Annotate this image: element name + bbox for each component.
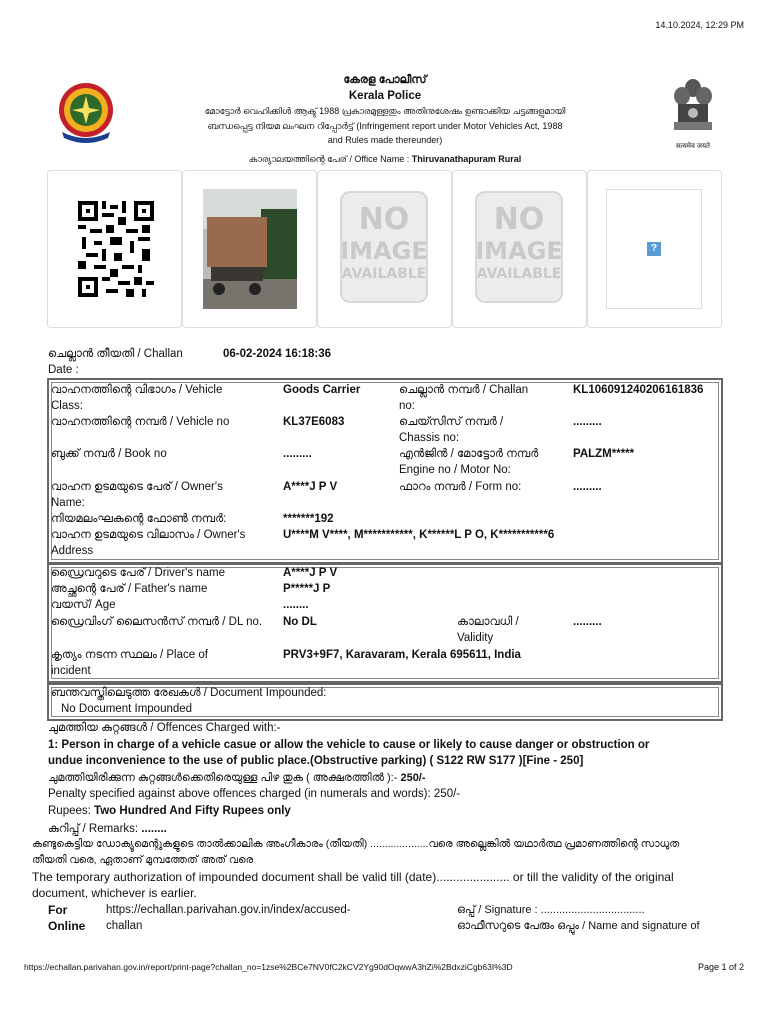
challan-date-label-2: Date : [48,364,79,376]
broken-image-box [587,170,722,328]
auth-en-line2: document, whichever is earlier. [32,886,197,900]
owner-value: A****J P V [283,481,338,493]
vehicle-photo-box [182,170,317,328]
impounded-label: ബന്തവസ്തിലെടുത്ത രേഖകൾ / Document Impounded: [51,687,327,699]
remarks-line [48,821,167,837]
title-malayalam: കേരള പോലീസ് [343,74,427,86]
chassis-label-2: Chassis no: [399,432,460,444]
auth-ml-line1: കണ്ടുകെട്ടിയ ഡോക്യുമെന്റുകളുടെ താൽക്കാലിക അംഗീകാരം (തീയതി) ....................വരെ അല്ലെങ്കിൽ യഥാർത്ഥ പ്രമാണത്തിന്റെ സാധുത [32,838,680,850]
broken-image-icon: ? [647,242,661,256]
emblem-motto: सत्यमेव जयते [675,143,711,150]
office-label: കാര്യാലയത്തിന്റെ പേര് / Office Name : [248,154,410,164]
penalty-malayalam [48,770,426,786]
office-name [150,154,620,165]
echallan-link-line1[interactable]: https://echallan.parivahan.gov.in/index/accused- [106,904,351,916]
echallan-link-line2[interactable]: challan [106,920,143,932]
office-value: Thiruvanathapuram Rural [411,154,522,164]
remarks-label: കുറിപ്പ് / Remarks: [48,823,139,835]
impounded-value: No Document Impounded [61,703,193,715]
qr-code-box [47,170,182,328]
title-english: Kerala Police [348,90,422,102]
auth-en-line1: The temporary authorization of impounded document shall be valid till (date)...................... or till the validity of the original [32,870,674,884]
book-no-label: ബുക്ക് നമ്പർ / Book no [51,448,167,460]
address-label-1: വാഹന ഉടമയുടെ വിലാസം / Owner's [51,529,246,541]
rupees-line [48,803,291,819]
age-label: വയസ്/ Age [51,599,116,611]
owner-label-2: Name: [51,497,85,509]
header-line1: മോട്ടോർ വെഹിക്കിൾ ആക്ട് 1988 പ്രകാരമുള്ളതും അതിനുശേഷം ഉണ്ടാക്കിയ ചട്ടങ്ങളുമായി [204,106,566,116]
vehicle-class-value: Goods Carrier [283,384,361,396]
offences-label: ചുമത്തിയ കുറ്റങ്ങൾ / Offences Charged with:- [48,722,281,734]
address-label-2: Address [51,545,94,557]
engine-label-1: എൻജിൻ / മോട്ടോർ നമ്പർ [399,448,539,460]
broken-image-frame [606,189,702,309]
auth-ml-line2: തീയതി വരെ, ഏതാണ് മുമ്പത്തേത് അത് വരെ [32,854,254,866]
challan-no-label-2: no: [399,400,415,412]
validity-label-2: Validity [457,632,494,644]
rupees-label: Rupees: [48,805,91,817]
remarks-value: ........ [141,823,167,835]
father-name-label: അച്ഛന്റെ പേര് / Father's name [51,583,208,595]
vehicle-no-value: KL37E6083 [283,416,345,428]
page-number: Page 1 of 2 [697,962,744,972]
qr-code-icon [78,201,154,297]
dl-no-label: ഡ്രൈവിംഗ് ലൈസൻസ് നമ്പർ / DL no. [51,616,263,628]
kerala-police-logo [52,80,120,148]
owner-label-1: വാഹന ഉടമയുടെ പേര് / Owner's [51,481,223,493]
challan-no-label-1: ചെല്ലാൻ നമ്പർ / Challan [399,384,529,396]
driver-name-value: A****J P V [283,567,338,579]
age-value: ........ [283,599,309,611]
no-image-box-1 [317,170,452,328]
engine-label-2: Engine no / Motor No: [399,464,511,476]
offence-line1: 1: Person in charge of a vehicle casue or allow the vehicle to cause or likely to cause danger or obstruction or [48,739,650,751]
place-label-2: incident [51,665,91,677]
rupees-value: Two Hundred And Fifty Rupees only [94,805,291,817]
vehicle-photo [203,189,297,309]
form-no-label: ഫാറം നമ്പർ / Form no: [399,481,522,493]
phone-value: *******192 [283,513,334,525]
print-timestamp: 14.10.2024, 12:29 PM [655,20,744,30]
vehicle-no-label: വാഹനത്തിന്റെ നമ്പർ / Vehicle no [51,416,230,428]
phone-label: നിയമലംഘകന്റെ ഫോൺ നമ്പർ: [51,513,227,525]
vehicle-class-label-1: വാഹനത്തിന്റെ വിഭാഗം / Vehicle [51,384,223,396]
no-image-placeholder: NO IMAGE AVAILABLE [475,191,563,303]
place-value: PRV3+9F7, Karavaram, Kerala 695611, India [283,649,521,661]
book-no-value: ......... [283,448,312,460]
chassis-value: ......... [573,416,602,428]
father-name-value: P*****J P [283,583,331,595]
place-label-1: കൃത്യം നടന്ന സ്ഥലം / Place of [51,649,208,661]
online-label: Online [48,919,86,933]
challan-no-value: KL106091240206161836 [573,384,704,396]
no-image-box-2 [452,170,587,328]
header-line3: and Rules made thereunder) [327,135,443,145]
no-image-placeholder: NO IMAGE AVAILABLE [340,191,428,303]
form-no-value: ......... [573,481,602,493]
engine-value: PALZM***** [573,448,635,460]
dl-no-value: No DL [283,616,317,628]
penalty-ml-label: ചുമത്തിയിരിക്കുന്ന കുറ്റങ്ങൾക്കെതിരെയുള്ള പിഴ തുക ( അക്ഷരത്തിൽ ):- [48,772,398,784]
officer-name-signature-label: ഓഫീസറുടെ പേരും ഒപ്പും / Name and signature of [457,920,700,932]
address-value: U****M V****, M***********, K******L P O, K***********6 [283,529,555,541]
header-line2: ബന്ധപ്പെട്ട നിയമ ലംഘന റിപ്പോർട്ട് (Infringement report under Motor Vehicles Act, 1988 [207,121,563,131]
challan-date-value: 06-02-2024 16:18:36 [223,348,332,360]
penalty-ml-value: 250/- [400,772,426,784]
offence-line2: undue inconvenience to the use of public place.(Obstructive parking) ( S122 RW S177 )[Fine - 250] [48,755,584,767]
for-label: For [48,903,68,917]
penalty-english: Penalty specified against above offences charged (in numerals and words): 250/- [48,788,461,800]
driver-name-label: ഡ്രൈവറുടെ പേര് / Driver's name [51,567,226,579]
vehicle-class-label-2: Class: [51,400,83,412]
signature-label: ഒപ്പ് / Signature : .................................. [457,904,645,916]
validity-value: ......... [573,616,602,628]
challan-date-label-1: ചെല്ലാൻ തീയതി / Challan [48,348,183,360]
page-url: https://echallan.parivahan.gov.in/report/print-page?challan_no=1zse%2BCe7NV0fC2kCV2Yg90dOqwwA3hZi%2BdxziCgb63I%3D [24,962,513,972]
chassis-label-1: ചെയ്സിസ് നമ്പർ / [399,416,504,428]
validity-label-1: കാലാവധി / [457,616,519,628]
national-emblem-icon [668,74,718,154]
